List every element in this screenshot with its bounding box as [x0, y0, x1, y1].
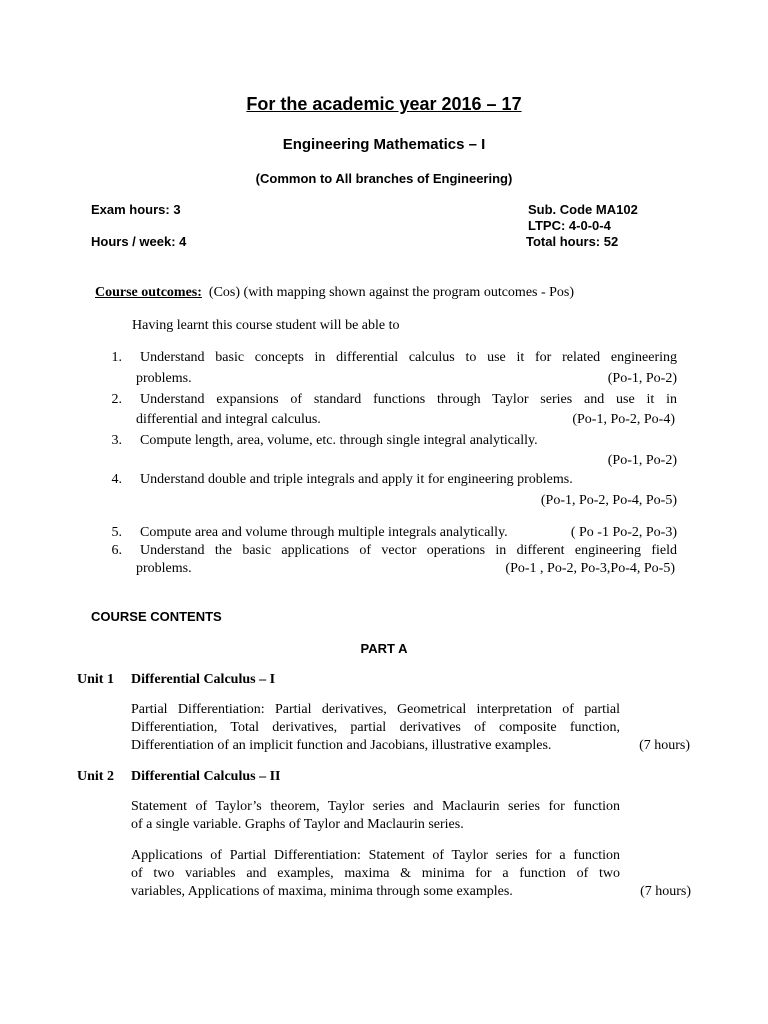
- course-outcomes-heading-row: [95, 285, 574, 301]
- outcome-text: Compute area and volume through multiple integrals analytically.: [140, 525, 508, 540]
- unit-description-line: Statement of Taylor’s theorem, Taylor series and Maclaurin series for function: [131, 799, 620, 814]
- outcome-text: Understand expansions of standard functions through Taylor series and use it in: [140, 392, 677, 407]
- outcome-number: 6.: [111, 543, 122, 558]
- outcome-po-mapping: (Po-1 , Po-2, Po-3,Po-4, Po-5): [505, 561, 675, 576]
- outcomes-intro: Having learnt this course student will be able to: [132, 318, 400, 333]
- unit-title: Differential Calculus – II: [131, 769, 281, 784]
- outcome-po-mapping: (Po-1, Po-2): [607, 453, 677, 468]
- outcome-po-mapping: (Po-1, Po-2): [607, 371, 677, 386]
- unit-description-line: Applications of Partial Differentiation: Statement of Taylor series for a function: [131, 848, 620, 863]
- outcome-text: Understand basic concepts in differential calculus to use it for related engineering: [140, 350, 677, 365]
- outcome-number: 1.: [111, 350, 122, 365]
- outcome-text: Understand the basic applications of vector operations in different engineering field: [140, 543, 677, 558]
- outcome-text-cont: problems.: [136, 371, 192, 386]
- ltpc: LTPC: 4-0-0-4: [528, 218, 611, 233]
- outcome-number: 5.: [111, 525, 122, 540]
- outcome-number: 3.: [111, 433, 122, 448]
- unit-hours: (7 hours): [640, 884, 691, 899]
- unit-description-line: Differentiation, Total derivatives, partial derivatives of composite function,: [131, 720, 620, 735]
- outcome-number: 2.: [111, 392, 122, 407]
- outcome-po-mapping: ( Po -1 Po-2, Po-3): [570, 525, 677, 540]
- unit-description-line: Differentiation of an implicit function and Jacobians, illustrative examples.: [131, 738, 552, 753]
- outcome-text-cont: differential and integral calculus.: [136, 412, 321, 427]
- branch-note: (Common to All branches of Engineering): [255, 171, 513, 186]
- exam-hours: Exam hours: 3: [91, 202, 181, 217]
- subject-title: Engineering Mathematics – I: [282, 136, 486, 153]
- course-contents-heading: COURSE CONTENTS: [91, 609, 222, 624]
- outcome-text: Understand double and triple integrals and apply it for engineering problems.: [140, 472, 573, 487]
- outcome-po-mapping: (Po-1, Po-2, Po-4): [572, 412, 675, 427]
- course-outcomes-heading: Course outcomes:: [95, 285, 202, 300]
- part-heading: PART A: [360, 641, 408, 656]
- course-outcomes-note: (Cos) (with mapping shown against the program outcomes - Pos): [208, 285, 575, 300]
- unit-description-line: Partial Differentiation: Partial derivatives, Geometrical interpretation of partial: [131, 702, 620, 717]
- unit-label: Unit 2: [77, 769, 114, 784]
- outcome-number: 4.: [111, 472, 122, 487]
- unit-hours: (7 hours): [639, 738, 690, 753]
- unit-title: Differential Calculus – I: [131, 672, 276, 687]
- academic-year-title: For the academic year 2016 – 17: [246, 94, 522, 114]
- outcome-po-mapping: (Po-1, Po-2, Po-4, Po-5): [540, 493, 677, 508]
- outcome-text: Compute length, area, volume, etc. through single integral analytically.: [140, 433, 538, 448]
- unit-description-line: of a single variable. Graphs of Taylor and Maclaurin series.: [131, 817, 464, 832]
- hours-per-week: Hours / week: 4: [91, 234, 187, 249]
- unit-description-line: of two variables and examples, maxima & minima for a function of two: [131, 866, 620, 881]
- total-hours: Total hours: 52: [526, 234, 619, 249]
- sub-code: Sub. Code MA102: [528, 202, 638, 217]
- unit-label: Unit 1: [77, 672, 114, 687]
- unit-description-line: variables, Applications of maxima, minima through some examples.: [131, 884, 513, 899]
- outcome-text-cont: problems.: [136, 561, 192, 576]
